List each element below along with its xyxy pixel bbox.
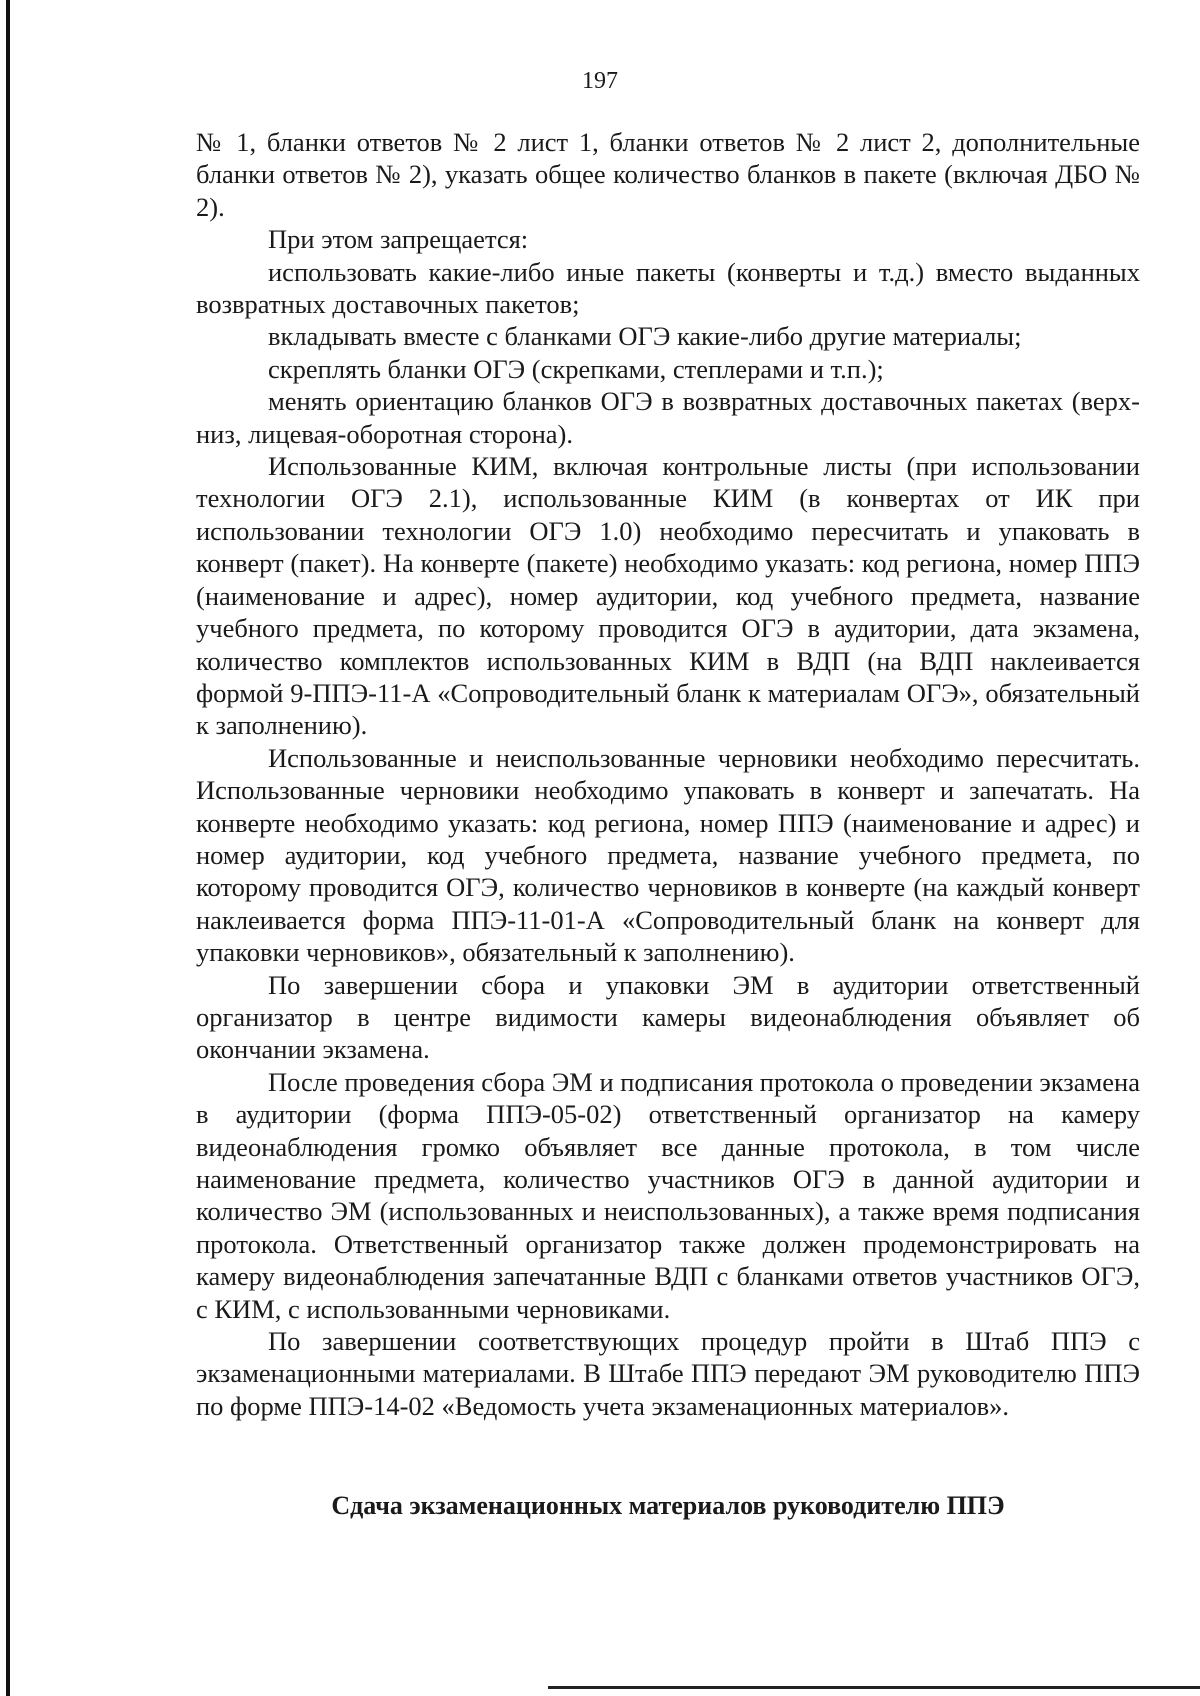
page-number: 197 <box>582 68 618 94</box>
paragraph-prohibition-orientation: менять ориентацию бланков ОГЭ в возвратных доставочных пакетах (верх-низ, лицевая-оборотная сторона). <box>196 386 1140 449</box>
paragraph-prohibition-staple: скреплять бланки ОГЭ (скрепками, степлерами и т.п.); <box>268 353 884 384</box>
body-text <box>196 126 1140 1422</box>
paragraph-prohibitions-intro: При этом запрещается: <box>268 224 529 255</box>
paragraph-drafts: Использованные и неиспользованные черновики необходимо пересчитать. Использованные черновики необходимо упаковать в конверт и запечатать. На конверте необходимо указать: код региона, номер ППЭ (наименование и адрес) и номер аудитории, код учебного предмета, название учебного предмета, по которому проводится ОГЭ, количество черновиков в конверте (на каждый конверт наклеивается форма ППЭ-11-01-А «Сопроводительный бланк на конверт для упаковки черновиков», обязательный к заполнению). <box>196 742 1140 968</box>
section-heading: Сдача экзаменационных материалов руководителю ППЭ <box>331 1491 1005 1520</box>
paragraph-protocol: После проведения сбора ЭМ и подписания протокола о проведении экзамена в аудитории (форма ППЭ-05-02) ответственный организатор на камеру видеонаблюдения громко объявляет все данные протокола, в том числе наименование предмета, количество участников ОГЭ в данной аудитории и количество ЭМ (использованных и неиспользованных), а также время подписания протокола. Ответственный организатор также должен продемонстрировать на камеру видеонаблюдения запечатанные ВДП с бланками ответов участников ОГЭ, с КИМ, с использованными черновиками. <box>196 1066 1140 1324</box>
paragraph-exam-end: По завершении сбора и упаковки ЭМ в аудитории ответственный организатор в центре видимости камеры видеонаблюдения объявляет об окончании экзамена. <box>196 969 1140 1065</box>
scan-edge-line <box>6 0 10 1696</box>
paragraph-prohibition-other-packages: использовать какие-либо иные пакеты (конверты и т.д.) вместо выданных возвратных доставочных пакетов; <box>196 256 1140 320</box>
paragraph-used-kim: Использованные КИМ, включая контрольные листы (при использовании технологии ОГЭ 2.1), использованные КИМ (в конвертах от ИК при использовании технологии ОГЭ 1.0) необходимо пересчитать и упаковать в конверт (пакет). На конверте (пакете) необходимо указать: код региона, номер ППЭ (наименование и адрес), номер аудитории, код учебного предмета, название учебного предмета, по которому проводится ОГЭ в аудитории, дата экзамена, количество комплектов использованных КИМ в ВДП (на ВДП наклеивается формой 9-ППЭ-11-А «Сопроводительный бланк к материалам ОГЭ», обязательный к заполнению). <box>196 451 1140 741</box>
bottom-rule <box>548 1686 1200 1689</box>
paragraph-headquarters: По завершении соответствующих процедур пройти в Штаб ППЭ с экзаменационными материалами. В Штабе ППЭ передают ЭМ руководителю ППЭ по форме ППЭ-14-02 «Ведомость учета экзаменационных материалов». <box>196 1326 1140 1421</box>
paragraph-continuation: № 1, бланки ответов № 2 лист 1, бланки ответов № 2 лист 2, дополнительные бланки ответов № 2), указать общее количество бланков в пакете (включая ДБО № 2). <box>196 127 1140 222</box>
paragraph-prohibition-other-materials: вкладывать вместе с бланками ОГЭ какие-либо другие материалы; <box>268 321 1022 352</box>
